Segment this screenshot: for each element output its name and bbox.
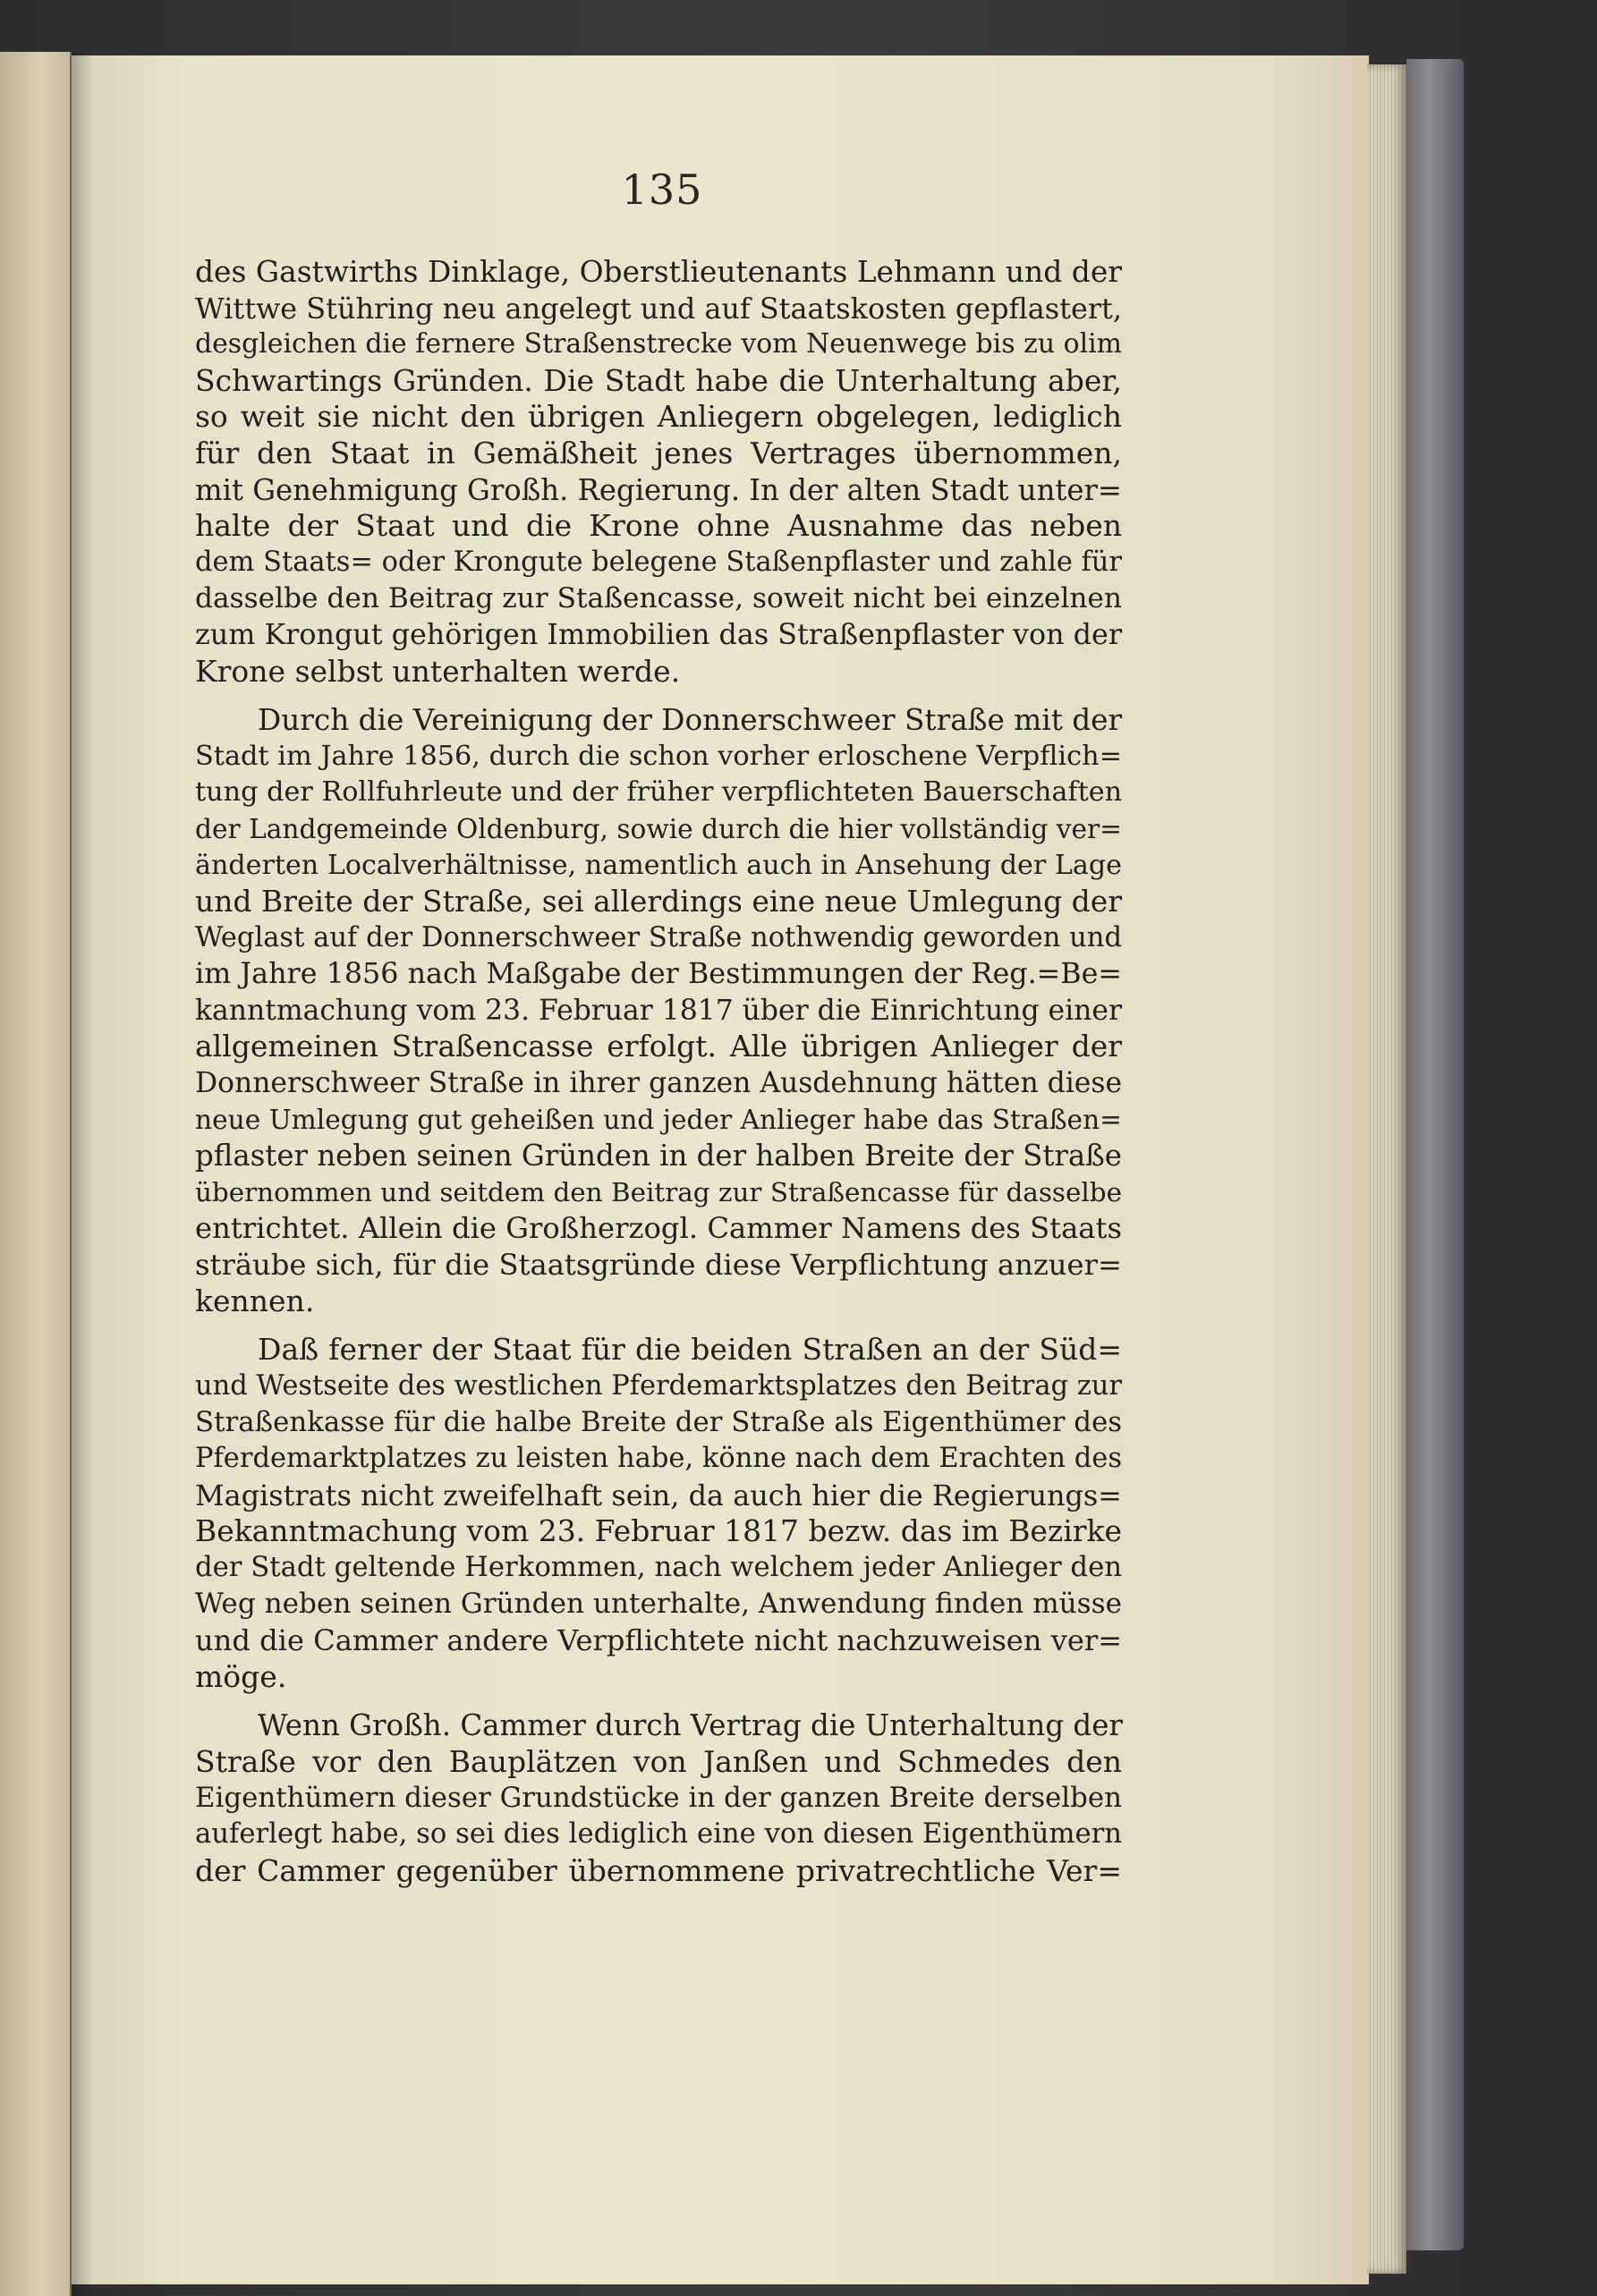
text-line: Durch die Vereinigung der Donnerschweer Straße mit der bbox=[258, 703, 1123, 738]
text-line: Straße vor den Bauplätzen von Janßen und Schmedes den bbox=[195, 1743, 1122, 1779]
text-line: allgemeinen Straßencasse erfolgt. Alle übrigen Anlieger der bbox=[195, 1029, 1122, 1064]
paragraph-4 bbox=[195, 1707, 1122, 1889]
text-line: der Landgemeinde Oldenburg, sowie durch die hier vollständig ver= bbox=[195, 813, 1122, 844]
text-line: Weglast auf der Donnerschweer Straße nothwendig geworden und bbox=[195, 921, 1122, 953]
body-text bbox=[195, 254, 1122, 1889]
text-line: Wittwe Stühring neu angelegt und auf Staatskosten gepflastert, bbox=[195, 291, 1122, 326]
text-line: tung der Rollfuhrleute und der früher verpflichteten Bauerschaften bbox=[195, 776, 1123, 809]
text-line: Bekanntmachung vom 23. Februar 1817 bezw. das im Bezirke bbox=[195, 1513, 1122, 1549]
text-line: neue Umlegung gut geheißen und jeder Anlieger habe das Straßen= bbox=[195, 1103, 1122, 1135]
text-line: und Westseite des westlichen Pferdemarktsplatzes den Beitrag zur bbox=[195, 1369, 1122, 1402]
text-line: Krone selbst unterhalten werde. bbox=[195, 653, 681, 689]
book-cover-edge bbox=[1406, 59, 1464, 2250]
paragraph-2 bbox=[195, 702, 1122, 1319]
text-line: Daß ferner der Staat für die beiden Straßen an der Süd= bbox=[258, 1332, 1122, 1368]
text-line: und Breite der Straße, sei allerdings eine neue Umlegung der bbox=[195, 884, 1122, 919]
text-line: Wenn Großh. Cammer durch Vertrag die Unterhaltung der bbox=[258, 1708, 1123, 1743]
text-line: im Jahre 1856 nach Maßgabe der Bestimmungen der Reg.=Be= bbox=[195, 958, 1122, 991]
text-line: mit Genehmigung Großh. Regierung. In der alten Stadt unter= bbox=[195, 472, 1122, 507]
paragraph-3 bbox=[195, 1332, 1122, 1695]
text-line: des Gastwirths Dinklage, Oberstlieutenants Lehmann und der bbox=[195, 254, 1122, 289]
text-line: sträube sich, für die Staatsgründe diese Verpflichtung anzuer= bbox=[195, 1248, 1122, 1283]
text-line: Donnerschweer Straße in ihrer ganzen Ausdehnung hätten diese bbox=[195, 1067, 1122, 1100]
text-line: änderten Localverhältnisse, namentlich auch in Ansehung der Lage bbox=[195, 849, 1122, 881]
text-line: auferlegt habe, so sei dies lediglich eine von diesen Eigenthümern bbox=[195, 1817, 1122, 1850]
text-line: Magistrats nicht zweifelhaft sein, da auch hier die Regierungs= bbox=[195, 1478, 1122, 1512]
text-line: Pferdemarktplatzes zu leisten habe, könne nach dem Erachten des bbox=[195, 1443, 1122, 1474]
text-line: zum Krongut gehörigen Immobilien das Straßenpflaster von der bbox=[195, 618, 1122, 651]
text-line: halte der Staat und die Krone ohne Ausnahme das neben bbox=[195, 508, 1122, 544]
paragraph-1 bbox=[195, 254, 1122, 690]
text-line: übernommen und seitdem den Beitrag zur Straßencasse für dasselbe bbox=[195, 1176, 1122, 1207]
text-line: Stadt im Jahre 1856, durch die schon vorher erloschene Verpflich= bbox=[195, 740, 1122, 772]
text-line: so weit sie nicht den übrigen Anliegern obgelegen, lediglich bbox=[195, 399, 1122, 435]
text-line: Straßenkasse für die halbe Breite der Straße als Eigenthümer des bbox=[195, 1406, 1122, 1439]
text-line: desgleichen die fernere Straßenstrecke vom Neuenwege bis zu olim bbox=[195, 328, 1122, 360]
page-number: 135 bbox=[621, 165, 703, 214]
text-line: Weg neben seinen Gründen unterhalte, Anwendung finden müsse bbox=[195, 1588, 1122, 1621]
text-line: dem Staats= oder Krongute belegene Staßenpflaster und zahle für bbox=[195, 546, 1122, 578]
text-line: Eigenthümern dieser Grundstücke in der ganzen Breite derselben bbox=[195, 1782, 1122, 1815]
text-line: entrichtet. Allein die Großherzogl. Cammer Namens des Staats bbox=[195, 1211, 1122, 1246]
text-line: der Cammer gegenüber übernommene privatrechtliche Ver= bbox=[195, 1852, 1122, 1888]
text-line: möge. bbox=[195, 1658, 287, 1694]
text-line: kennen. bbox=[195, 1283, 315, 1318]
facing-page-edge bbox=[0, 52, 72, 2296]
spine-shadow bbox=[70, 52, 93, 2296]
text-line: für den Staat in Gemäßheit jenes Vertrages übernommen, bbox=[195, 435, 1122, 470]
text-line: dasselbe den Beitrag zur Staßencasse, soweit nicht bei einzelnen bbox=[195, 582, 1122, 615]
page-stack-edges bbox=[1367, 64, 1406, 2274]
text-line: Schwartings Gründen. Die Stadt habe die Unterhaltung aber, bbox=[195, 362, 1122, 398]
text-line: kanntmachung vom 23. Februar 1817 über die Einrichtung einer bbox=[195, 994, 1122, 1027]
text-line: pflaster neben seinen Gründen in der halben Breite der Straße bbox=[195, 1139, 1122, 1173]
text-line: und die Cammer andere Verpflichtete nicht nachzuweisen ver= bbox=[195, 1622, 1123, 1657]
text-line: der Stadt geltende Herkommen, nach welchem jeder Anlieger den bbox=[195, 1551, 1122, 1583]
